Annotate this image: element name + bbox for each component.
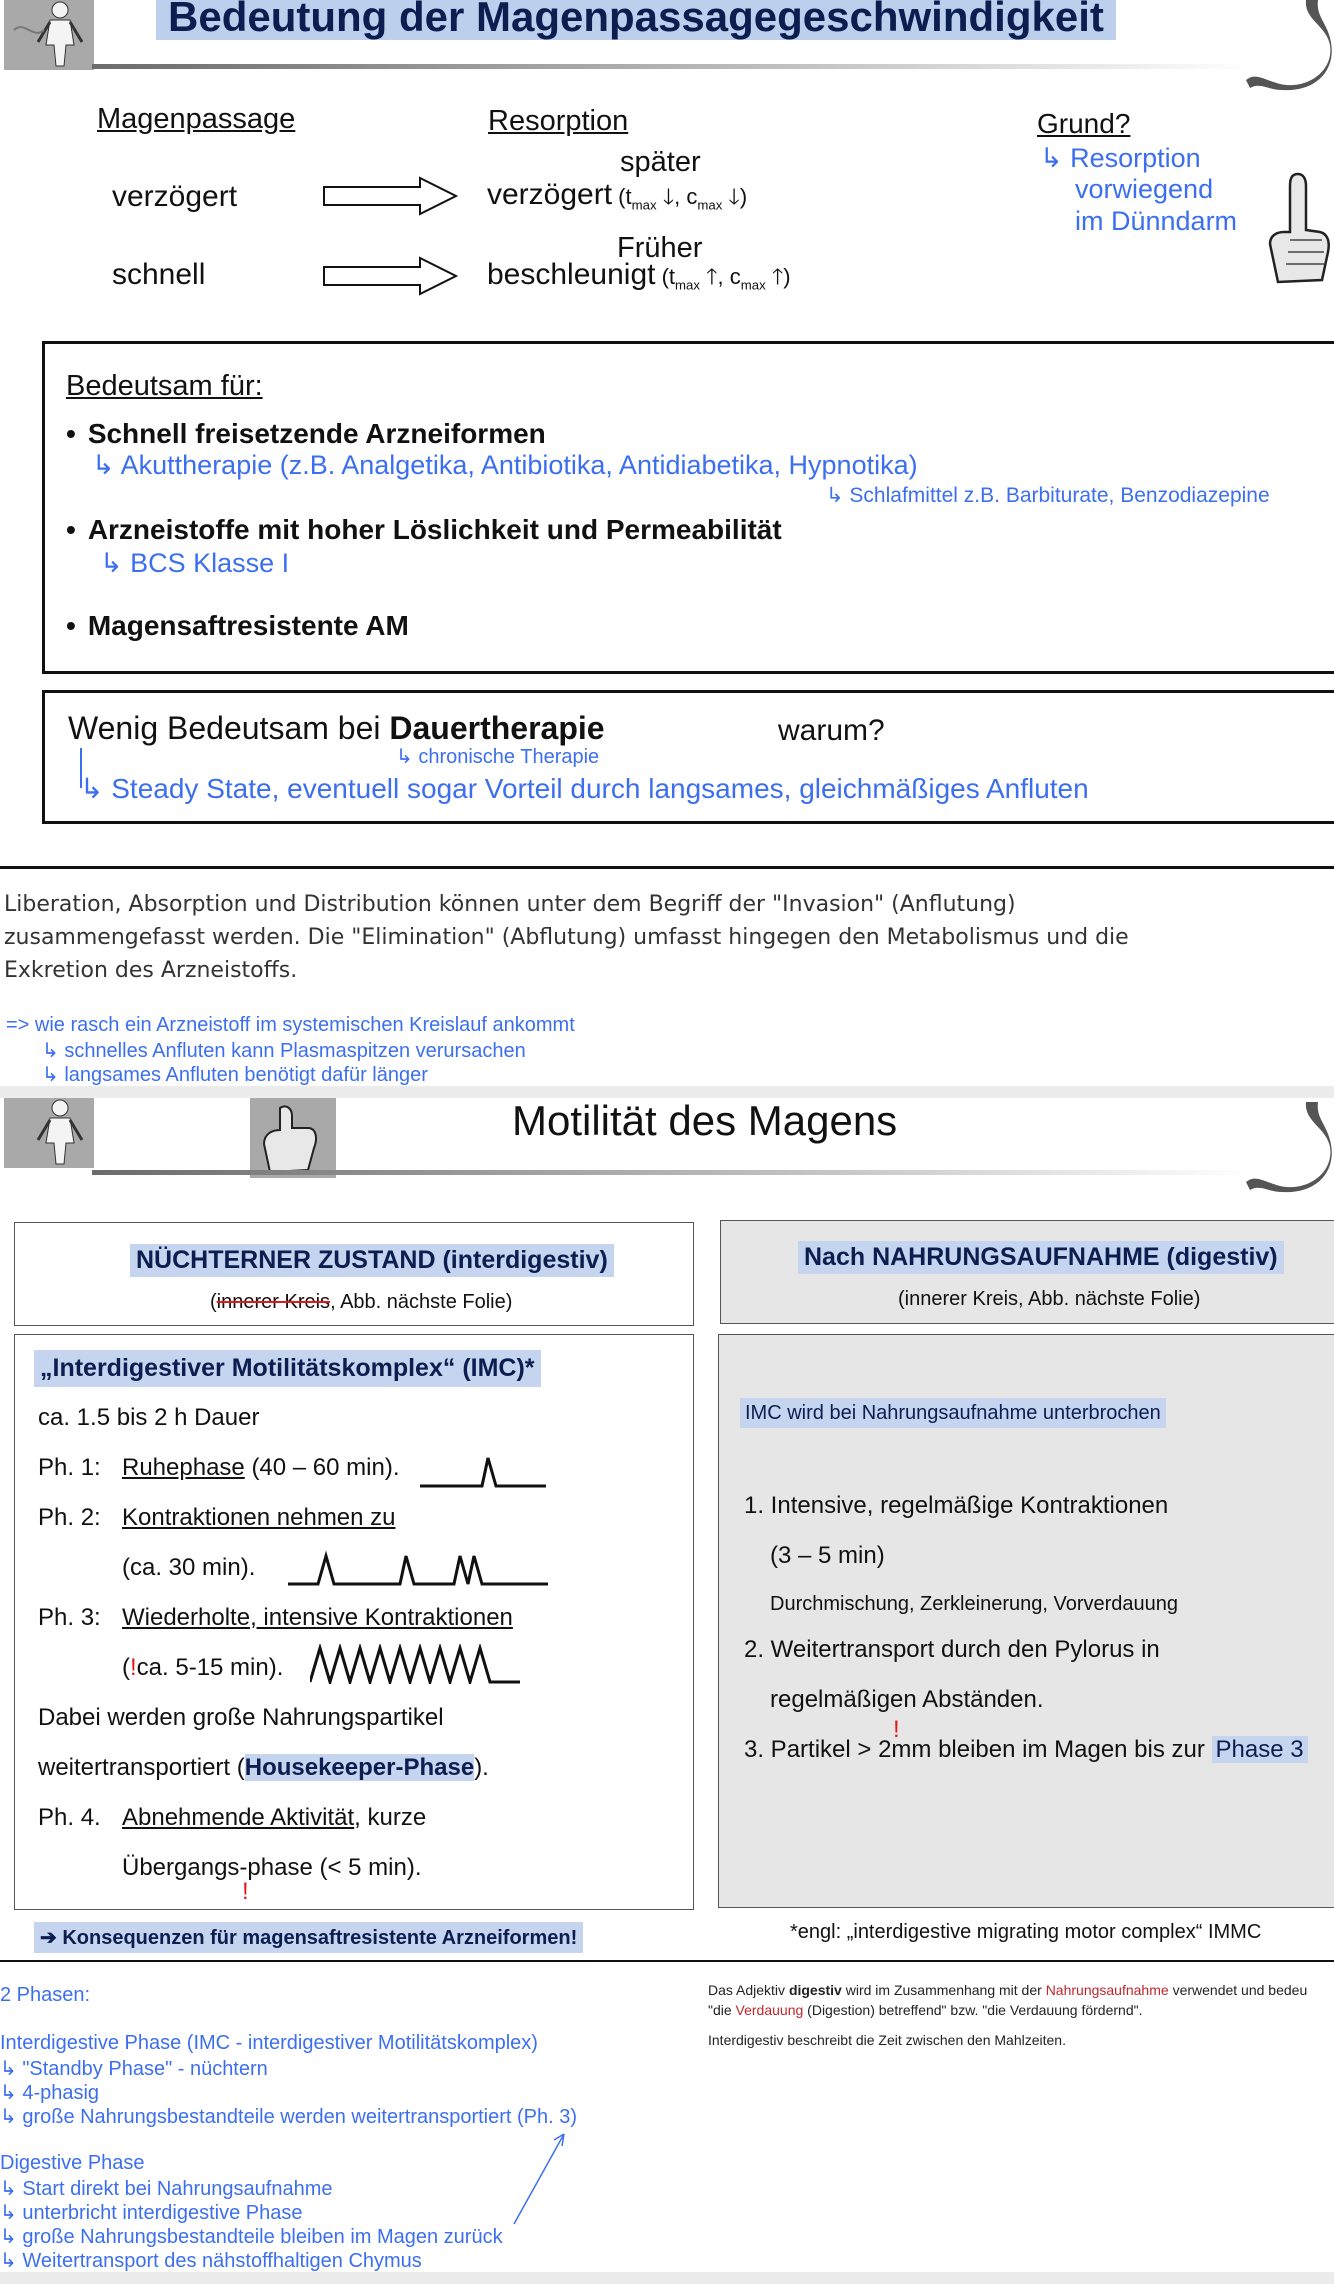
left-sub-struck: innerer Kreis [216, 1291, 331, 1313]
particles-2a: weitertransportiert ( [38, 1754, 245, 1781]
ph4-rest: , kurze [354, 1804, 427, 1831]
left-sub-rest: , Abb. nächste Folie) [330, 1291, 513, 1313]
housekeeper-phase: Housekeeper-Phase [244, 1754, 475, 1781]
ph4-underlined: Abnehmende Aktivität [122, 1804, 355, 1831]
box2-line [68, 710, 605, 747]
slide2-bottom-border [0, 1960, 1334, 1962]
ph4-exclamation: ! [242, 1878, 249, 1905]
row2-right-text: beschleunigt [487, 258, 656, 291]
box1-heading: Bedeutsam für: [66, 370, 263, 402]
ph3-exclamation: ! [130, 1654, 137, 1681]
ph4-label: Ph. 4. [38, 1804, 101, 1831]
item-1: 1. Intensive, regelmäßige Kontraktionen [744, 1492, 1169, 1519]
def2-b: Verdauung [735, 2002, 804, 2018]
item-3-text: 3. Partikel > 2mm bleiben im Magen bis zur [744, 1736, 1205, 1763]
def1-d: Nahrungsaufnahme [1045, 1982, 1169, 1998]
ph1-rest: (40 – 60 min). [251, 1454, 400, 1481]
slide-magenpassage [0, 0, 1334, 868]
col-magenpassage: Magenpassage [97, 103, 296, 135]
consequence: ➔ Konsequenzen für magensaftresistente Arzneiformen! [34, 1922, 583, 1953]
separator-band [0, 1086, 1334, 1098]
annotation-arrow [510, 2128, 570, 2228]
particles-2c: ). [474, 1754, 489, 1781]
left-sub-open: ( [210, 1291, 217, 1313]
ph3-rest-text: ca. 5-15 min). [136, 1654, 284, 1681]
imc-title: „Interdigestiver Motilitätskomplex“ (IMC)* [34, 1350, 541, 1387]
reason-label: Grund? [1037, 108, 1131, 139]
def2-a: "die [708, 2002, 732, 2018]
arrow-up-icon: 🡑 [771, 264, 784, 289]
invasion-note-2: ↳ schnelles Anfluten kann Plasmaspitzen verursachen [42, 1040, 526, 1062]
box2-question: warum? [778, 714, 885, 747]
max-sub: max [675, 277, 700, 293]
item-1c: Durchmischung, Zerkleinerung, Vorverdauung [770, 1593, 1178, 1615]
stomach-icon [1246, 1098, 1334, 1198]
inter-title: Interdigestive Phase (IMC - interdigestiver Motilitätskomplex) [0, 2032, 538, 2054]
max-sub: max [631, 197, 657, 213]
item-3-exclamation: ! [893, 1716, 900, 1743]
dig-line-3: ↳ große Nahrungsbestandteile bleiben im Magen zurück [0, 2226, 503, 2248]
invasion-note-1: => wie rasch ein Arzneistoff im systemischen Kreislauf ankommt [6, 1014, 575, 1036]
def1-c: wird im Zusammenhang mit der [845, 1982, 1042, 1998]
arrow-down-icon: 🡓 [662, 184, 675, 209]
bullet-1: • Schnell freisetzende Arzneiformen [66, 418, 546, 450]
ph3-label: Ph. 3: [38, 1604, 101, 1631]
pointing-finger-icon [1264, 170, 1334, 290]
item-2b: regelmäßigen Abständen. [770, 1686, 1044, 1713]
wave-phase-3 [310, 1644, 524, 1684]
stomach-icon [1246, 0, 1334, 92]
col-resorption: Resorption [488, 105, 629, 137]
invasion-paragraph [4, 888, 1129, 987]
def2-c: (Digestion) betreffend" bzw. "die Verdauung fördernd". [807, 2002, 1143, 2018]
dig-line-4: ↳ Weitertransport des nähstoffhaltigen Chymus [0, 2250, 422, 2272]
item-2: 2. Weitertransport durch den Pylorus in [744, 1636, 1160, 1663]
ph2-underlined: Kontraktionen nehmen zu [122, 1504, 396, 1531]
particles-line-2 [38, 1754, 489, 1782]
paragraph-line-1: Liberation, Absorption und Distribution können unter dem Begriff der "Invasion" (Anflutung) [4, 892, 1016, 917]
title-underline [92, 64, 1252, 69]
def1-a: Das Adjektiv [708, 1982, 786, 1998]
row1-right [487, 178, 747, 218]
def1-e: verwendet und bedeu [1172, 1982, 1308, 1998]
def-line-3: Interdigestiv beschreibt die Zeit zwischen den Mahlzeiten. [708, 2032, 1066, 2048]
dig-line-2: ↳ unterbricht interdigestive Phase [0, 2202, 303, 2224]
paragraph-line-2: zusammengefasst werden. Die "Elimination" (Abflutung) umfasst hingegen den Metabolismus und die [4, 925, 1129, 950]
phases-header: 2 Phasen: [0, 1984, 91, 2006]
invasion-note-3: ↳ langsames Anfluten benötigt dafür länger [42, 1064, 428, 1086]
dig-line-1: ↳ Start direkt bei Nahrungsaufnahme [0, 2178, 333, 2200]
bottom-band [0, 2272, 1334, 2284]
item-3 [744, 1736, 1308, 1764]
ph4-text [122, 1804, 426, 1832]
note-frueher: Früher [617, 232, 703, 264]
slide1-bottom-border [0, 866, 1334, 869]
inter-line-2: ↳ 4-phasig [0, 2082, 100, 2104]
bullet-3: • Magensaftresistente AM [66, 610, 409, 642]
human-body-icon [4, 0, 94, 70]
box2-answer: ↳ Steady State, eventuell sogar Vorteil durch langsames, gleichmäßiges Anfluten [80, 773, 1089, 804]
bullet-1-note: ↳ Akuttherapie (z.B. Analgetika, Antibiotika, Antidiabetika, Hypnotika) [92, 450, 918, 480]
t-symbol: t [625, 184, 632, 209]
slide1-title: Bedeutung der Magenpassagegeschwindigkeit [156, 0, 1116, 40]
footnote: *engl: „interdigestive migrating motor complex“ IMMC [790, 1921, 1262, 1943]
ph2-label: Ph. 2: [38, 1504, 101, 1531]
def-line-1 [708, 1980, 1334, 2000]
ph1-text [122, 1454, 400, 1482]
right-sub: (innerer Kreis, Abb. nächste Folie) [898, 1288, 1201, 1310]
arrow-right-icon [322, 256, 460, 296]
imc-interrupt: IMC wird bei Nahrungsaufnahme unterbrochen [740, 1398, 1166, 1428]
c-symbol: c [686, 184, 698, 209]
bullet-1-subnote: ↳ Schlafmittel z.B. Barbiturate, Benzodiazepine [826, 484, 1270, 507]
human-body-icon [4, 1098, 94, 1168]
slide2-title: Motilität des Magens [512, 1098, 898, 1144]
hand-gesture-icon [250, 1098, 336, 1178]
def-line-2 [708, 2000, 1142, 2020]
item-1b: (3 – 5 min) [770, 1542, 885, 1569]
particles-line-1: Dabei werden große Nahrungspartikel [38, 1704, 444, 1731]
inter-line-1: ↳ "Standby Phase" - nüchtern [0, 2058, 268, 2080]
arrow-up-icon: 🡑 [706, 264, 718, 289]
ph4-line2: Übergangs-phase (< 5 min). [122, 1854, 422, 1881]
bullet-2: • Arzneistoffe mit hoher Löslichkeit und Permeabilität [66, 514, 782, 546]
note-spaeter: später [620, 146, 701, 178]
c-symbol: c [729, 264, 741, 289]
ph1-label: Ph. 1: [38, 1454, 101, 1481]
dig-title: Digestive Phase [0, 2152, 145, 2174]
arrow-down-icon: 🡓 [728, 184, 740, 209]
ph3-rest [122, 1654, 283, 1682]
left-sub [210, 1290, 512, 1314]
box2-note: ↳ chronische Therapie [396, 746, 600, 768]
row1-left: verzögert [112, 180, 238, 213]
ph2-rest: (ca. 30 min). [122, 1554, 256, 1581]
box2-prefix: Wenig Bedeutsam bei [68, 710, 381, 746]
left-header: NÜCHTERNER ZUSTAND (interdigestiv) [130, 1244, 614, 1277]
row2-params: ($t_{max}$ 🡑, $c_{max}$ 🡑) [655, 264, 791, 293]
ph1-underlined: Ruhephase [122, 1454, 245, 1481]
row2-right [487, 258, 791, 298]
inter-line-3: ↳ große Nahrungsbestandteile werden weitertransportiert (Ph. 3) [0, 2106, 578, 2128]
arrow-right-icon [322, 176, 460, 216]
reason-line-1: ↳ Resorption [1040, 143, 1201, 173]
duration: ca. 1.5 bis 2 h Dauer [38, 1404, 260, 1431]
t-symbol: t [668, 264, 676, 289]
def1-b: digestiv [788, 1982, 842, 1998]
max-sub: max [740, 277, 766, 293]
reason-line-2: vorwiegend [1075, 174, 1214, 204]
ph3-open: ( [122, 1654, 130, 1681]
bullet-2-note: ↳ BCS Klasse I [100, 548, 290, 578]
max-sub: max [697, 197, 723, 213]
wave-phase-1 [420, 1452, 550, 1488]
reason-line-3: im Dünndarm [1075, 206, 1238, 236]
right-header: Nach NAHRUNGSAUFNAHME (digestiv) [798, 1241, 1284, 1274]
item-3-highlight: Phase 3 [1212, 1736, 1308, 1763]
row1-params: ($t_{max}$ 🡓, $c_{max}$ 🡓) [612, 184, 748, 213]
paragraph-line-3: Exkretion des Arzneistoffs. [4, 958, 298, 983]
box2-bold: Dauertherapie [389, 710, 605, 746]
title-underline [92, 1170, 1252, 1175]
row2-left: schnell [112, 258, 206, 291]
wave-phase-2 [288, 1550, 550, 1586]
ph3-underlined: Wiederholte, intensive Kontraktionen [122, 1604, 513, 1631]
slide-motilitaet [0, 1098, 1334, 1960]
row1-right-text: verzögert [487, 178, 613, 211]
